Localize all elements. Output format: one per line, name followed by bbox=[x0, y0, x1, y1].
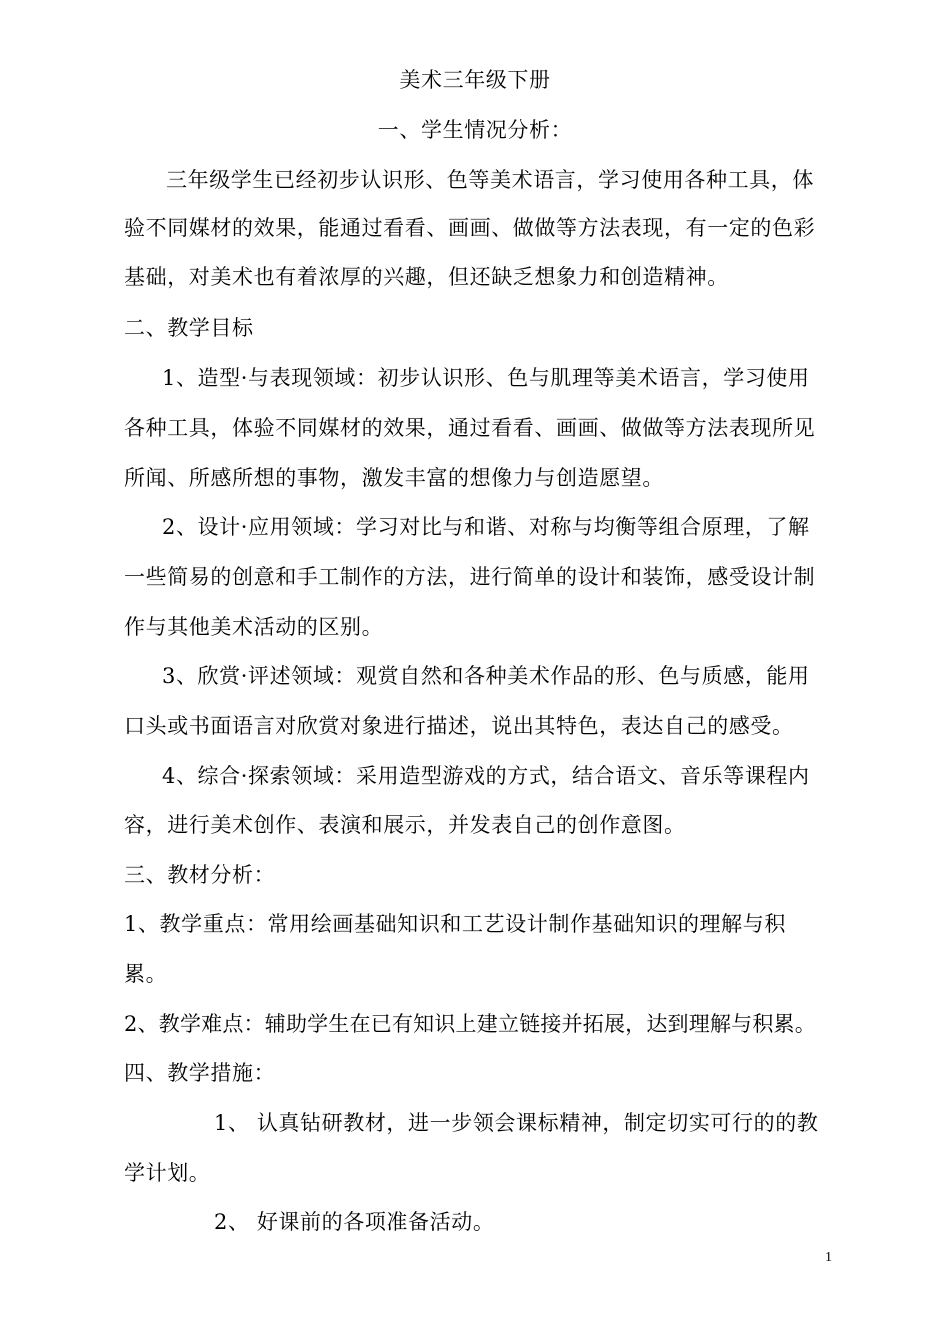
paragraph-line: 一些简易的创意和手工制作的方法，进行简单的设计和装饰，感受设计制 bbox=[124, 565, 816, 589]
paragraph-line: 1、 认真钻研教材，进一步领会课标精神，制定切实可行的的教 bbox=[214, 1111, 819, 1135]
paragraph-line: 三年级学生已经初步认识形、色等美术语言，学习使用各种工具，体 bbox=[166, 168, 814, 192]
paragraph-line: 作与其他美术活动的区别。 bbox=[124, 615, 384, 639]
paragraph-line: 4、综合·探索领域：采用造型游戏的方式，结合语文、音乐等课程内 bbox=[162, 764, 810, 788]
paragraph-line: 2、教学难点：辅助学生在已有知识上建立链接并拓展，达到理解与积累。 bbox=[124, 1012, 816, 1036]
paragraph-line: 容，进行美术创作、表演和展示，并发表自己的创作意图。 bbox=[124, 813, 686, 837]
paragraph-line: 各种工具，体验不同媒材的效果，通过看看、画画、做做等方法表现所见 bbox=[124, 416, 816, 440]
document-title: 美术三年级下册 bbox=[399, 68, 551, 92]
section-heading-material-analysis: 三、教材分析： bbox=[124, 863, 276, 887]
paragraph-line: 3、欣赏·评述领域：观赏自然和各种美术作品的形、色与质感，能用 bbox=[162, 664, 810, 688]
page-number: 1 bbox=[825, 1250, 832, 1265]
paragraph-line: 口头或书面语言对欣赏对象进行描述，说出其特色，表达自己的感受。 bbox=[124, 714, 794, 738]
paragraph-line: 基础，对美术也有着浓厚的兴趣，但还缺乏想象力和创造精神。 bbox=[124, 265, 729, 289]
paragraph-line: 累。 bbox=[124, 962, 168, 986]
section-heading-student-analysis: 一、学生情况分析： bbox=[377, 118, 573, 142]
paragraph-line: 学计划。 bbox=[124, 1161, 211, 1185]
paragraph-line: 2、设计·应用领域：学习对比与和谐、对称与均衡等组合原理，了解 bbox=[162, 515, 810, 539]
paragraph-line: 验不同媒材的效果，能通过看看、画画、做做等方法表现，有一定的色彩 bbox=[124, 216, 816, 240]
section-heading-teaching-goals: 二、教学目标 bbox=[124, 316, 254, 340]
paragraph-line: 1、造型·与表现领域：初步认识形、色与肌理等美术语言，学习使用 bbox=[162, 366, 810, 390]
section-heading-teaching-measures: 四、教学措施： bbox=[124, 1061, 276, 1085]
paragraph-line: 所闻、所感所想的事物，激发丰富的想像力与创造愿望。 bbox=[124, 466, 664, 490]
paragraph-line: 1、教学重点：常用绘画基础知识和工艺设计制作基础知识的理解与积 bbox=[124, 912, 786, 936]
paragraph-line: 2、 好课前的各项准备活动。 bbox=[214, 1210, 495, 1234]
